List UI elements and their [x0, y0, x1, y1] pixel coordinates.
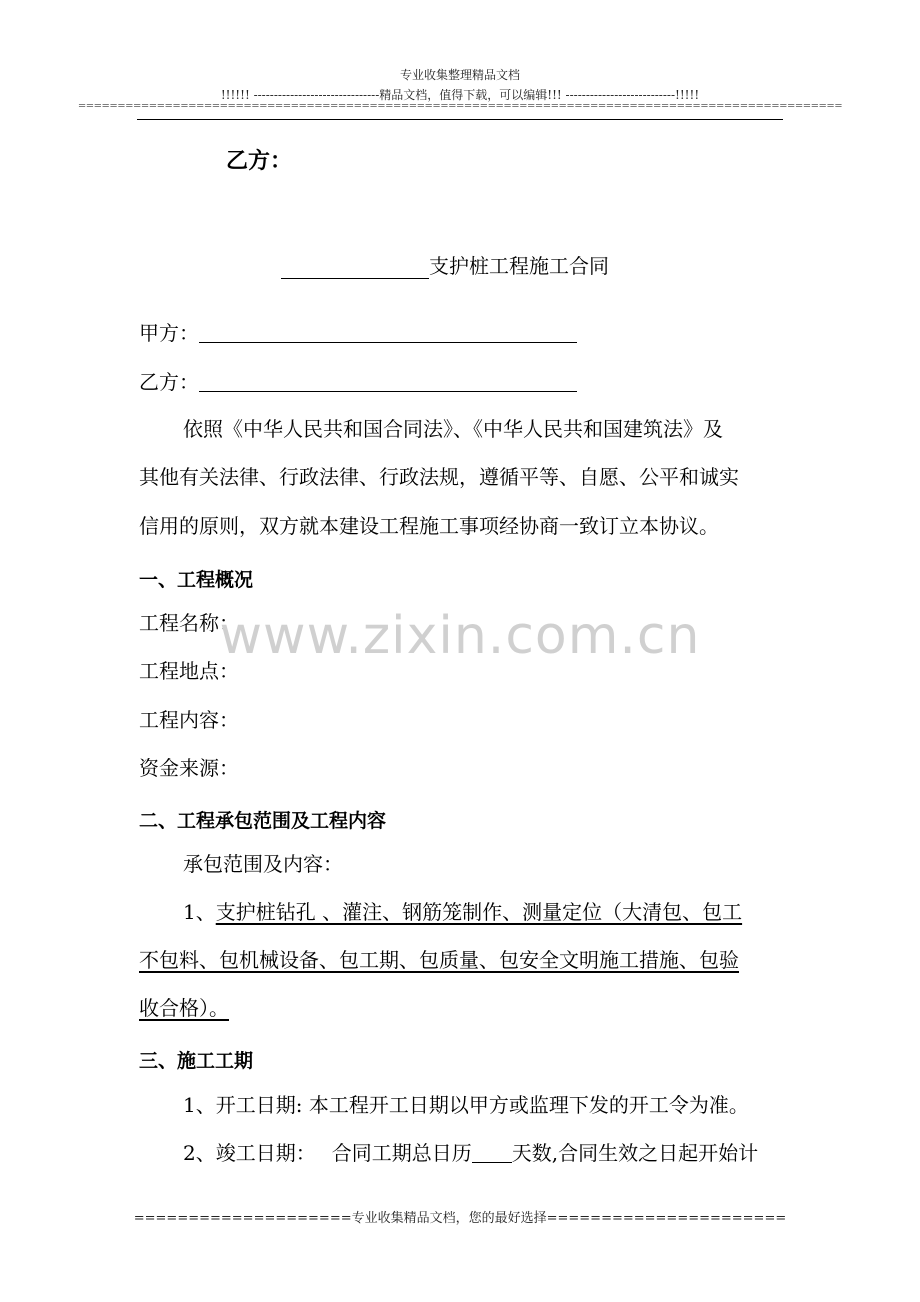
- section-3-heading: 三、施工工期: [139, 1050, 254, 1072]
- party-a-line: [139, 323, 577, 343]
- duration-blank: [472, 1144, 512, 1163]
- project-name-label: 工程名称：: [139, 611, 239, 635]
- header-title: 专业收集整理精品文档: [399, 68, 520, 82]
- footer-text: ====================专业收集精品文档，您的最好选择======================: [133, 1211, 787, 1226]
- watermark: www.zixin.com.cn: [219, 606, 701, 666]
- scope-prefix: 1、: [183, 900, 216, 924]
- scope-line-2: 不包料、包机械设备、包工期、包质量、包安全文明施工措施、包验: [139, 948, 739, 972]
- party-a-label: 甲方：: [139, 321, 199, 345]
- finish-text-a: 合同工期总日历: [331, 1141, 472, 1165]
- project-location-label: 工程地点：: [139, 659, 239, 683]
- scope-label: 承包范围及内容：: [183, 852, 343, 876]
- party-b-heading: 乙方：: [226, 149, 293, 174]
- scope-line-1: [183, 902, 742, 922]
- intro-line-3: 信用的原则，双方就本建设工程施工事项经协商一致订立本协议。: [139, 514, 719, 538]
- party-b-blank: [199, 373, 577, 392]
- finish-date-line: [183, 1143, 758, 1163]
- finish-date-label: 2、竣工日期：: [183, 1141, 316, 1165]
- intro-line-2: 其他有关法律、行政法律、行政法规，遵循平等、自愿、公平和诚实: [139, 465, 739, 489]
- party-b-label: 乙方：: [139, 370, 199, 394]
- title-blank: [281, 260, 429, 279]
- finish-text-b: 天数,合同生效之日起开始计: [511, 1141, 759, 1165]
- scope-line-3: 收合格）。: [139, 996, 229, 1020]
- section-1-heading: 一、工程概况: [139, 569, 254, 591]
- contract-title: [281, 250, 609, 279]
- party-b-line: [139, 372, 577, 392]
- project-content-label: 工程内容：: [139, 708, 239, 732]
- header-equals-rule: =================================================================================================: [77, 101, 843, 112]
- scope-text-1: 支护桩钻孔 、灌注、钢筋笼制作、测量定位（大清包、包工: [215, 900, 743, 924]
- start-date-line: 1、开工日期: 本工程开工日期以甲方或监理下发的开工令为准。: [183, 1093, 749, 1117]
- party-a-blank: [199, 324, 577, 343]
- intro-line-1: 依照《中华人民共和国合同法》、《中华人民共和国建筑法》及: [183, 417, 723, 441]
- section-2-heading: 二、工程承包范围及工程内容: [139, 810, 387, 832]
- header-divider: [137, 119, 783, 120]
- funding-source-label: 资金来源：: [139, 756, 239, 780]
- title-text: 支护桩工程施工合同: [429, 254, 609, 278]
- header-tagline: !!!!!! -------------------------------精品文档，值得下载，可以编辑!!! ---------------------------!!!!!: [220, 88, 700, 102]
